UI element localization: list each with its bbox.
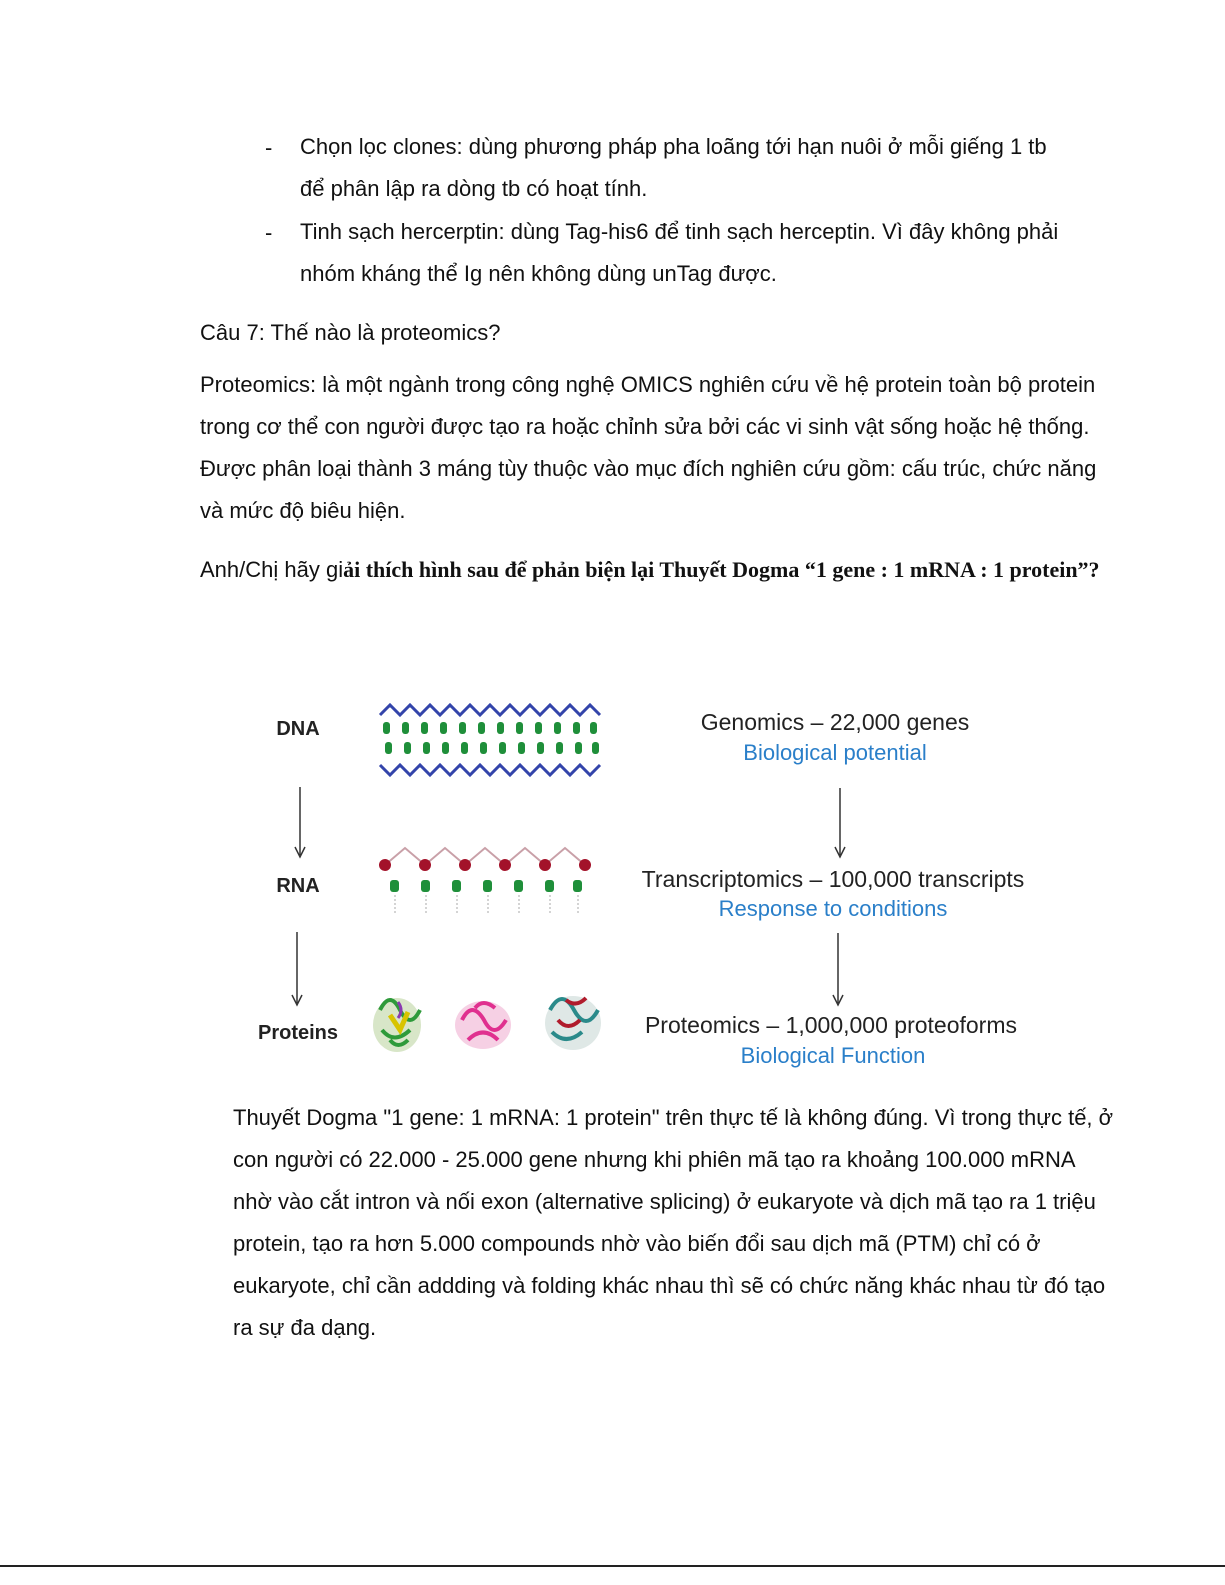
left-arrow-rna-proteins	[292, 932, 302, 1005]
bullet-text-clones: Chọn lọc clones: dùng phương pháp pha loãng tới hạn nuôi ở mỗi giếng 1 tb để phân lập ra dòng tb có hoạt tính.	[300, 134, 1047, 201]
transcriptomics-subtitle: Response to conditions	[718, 896, 948, 921]
protein-structure-teal	[545, 996, 601, 1050]
figure-question-bold: ải thích hình sau để phản biện lại Thuyết Dogma “1 gene : 1 mRNA : 1 protein”?	[343, 557, 1100, 582]
rna-strand-image	[379, 848, 591, 915]
dna-helix-image	[380, 705, 600, 775]
proteomics-title: Proteomics – 1,000,000 proteoforms	[644, 1012, 1018, 1038]
page-bottom-divider	[0, 1565, 1225, 1567]
label-proteins: Proteins	[257, 1022, 339, 1044]
figure-question-prefix: Anh/Chị hãy gi	[200, 557, 344, 582]
protein-structure-pink	[455, 1001, 511, 1049]
bullet-dash: -	[265, 135, 273, 160]
label-rna: RNA	[276, 875, 320, 897]
figure-question	[200, 549, 1115, 591]
dogma-answer: Thuyết Dogma "1 gene: 1 mRNA: 1 protein" trên thực tế là không đúng. Vì trong thực tế, ở con người có 22.000 - 25.000 gene nhưng khi phiên mã tạo ra khoảng 100.000 mRNA nhờ vào cắt intron và nối exon (alternative splicing) ở eukaryote và dịch mã tạo ra 1 triệu protein, tạo ra hơn 5.000 compounds nhờ vào biến đổi sau dịch mã (PTM) chỉ có ở eukaryote, chỉ cần addding và folding khác nhau thì sẽ có chức năng khác nhau từ đó tạo ra sự đa dạng.	[233, 1105, 1114, 1340]
genomics-subtitle: Biological potential	[743, 740, 927, 765]
omics-figure	[240, 680, 1080, 1080]
label-dna: DNA	[276, 718, 320, 740]
proteomics-subtitle: Biological Function	[740, 1043, 926, 1068]
right-arrow-transcriptomics-proteomics	[833, 933, 843, 1005]
right-arrow-genomics-transcriptomics	[835, 788, 845, 857]
transcriptomics-title: Transcriptomics – 100,000 transcripts	[641, 866, 1025, 892]
bullet-dash: -	[265, 220, 273, 245]
genomics-title: Genomics – 22,000 genes	[700, 709, 970, 735]
left-arrow-dna-rna	[295, 787, 305, 857]
proteomics-definition: Proteomics: là một ngành trong công nghệ OMICS nghiên cứu về hệ protein toàn bộ protein trong cơ thể con người được tạo ra hoặc chỉnh sửa bởi các vi sinh vật sống hoặc hệ thống. Được phân loại thành 3 máng tùy thuộc vào mục đích nghiên cứu gồm: cấu trúc, chức năng và mức độ biêu hiện.	[200, 372, 1097, 523]
question-7-heading: Câu 7: Thế nào là proteomics?	[200, 320, 501, 345]
protein-structure-green	[373, 998, 421, 1052]
bullet-text-herceptin: Tinh sạch hercerptin: dùng Tag-his6 để tinh sạch herceptin. Vì đây không phải nhóm kháng thể Ig nên không dùng unTag được.	[300, 219, 1059, 286]
